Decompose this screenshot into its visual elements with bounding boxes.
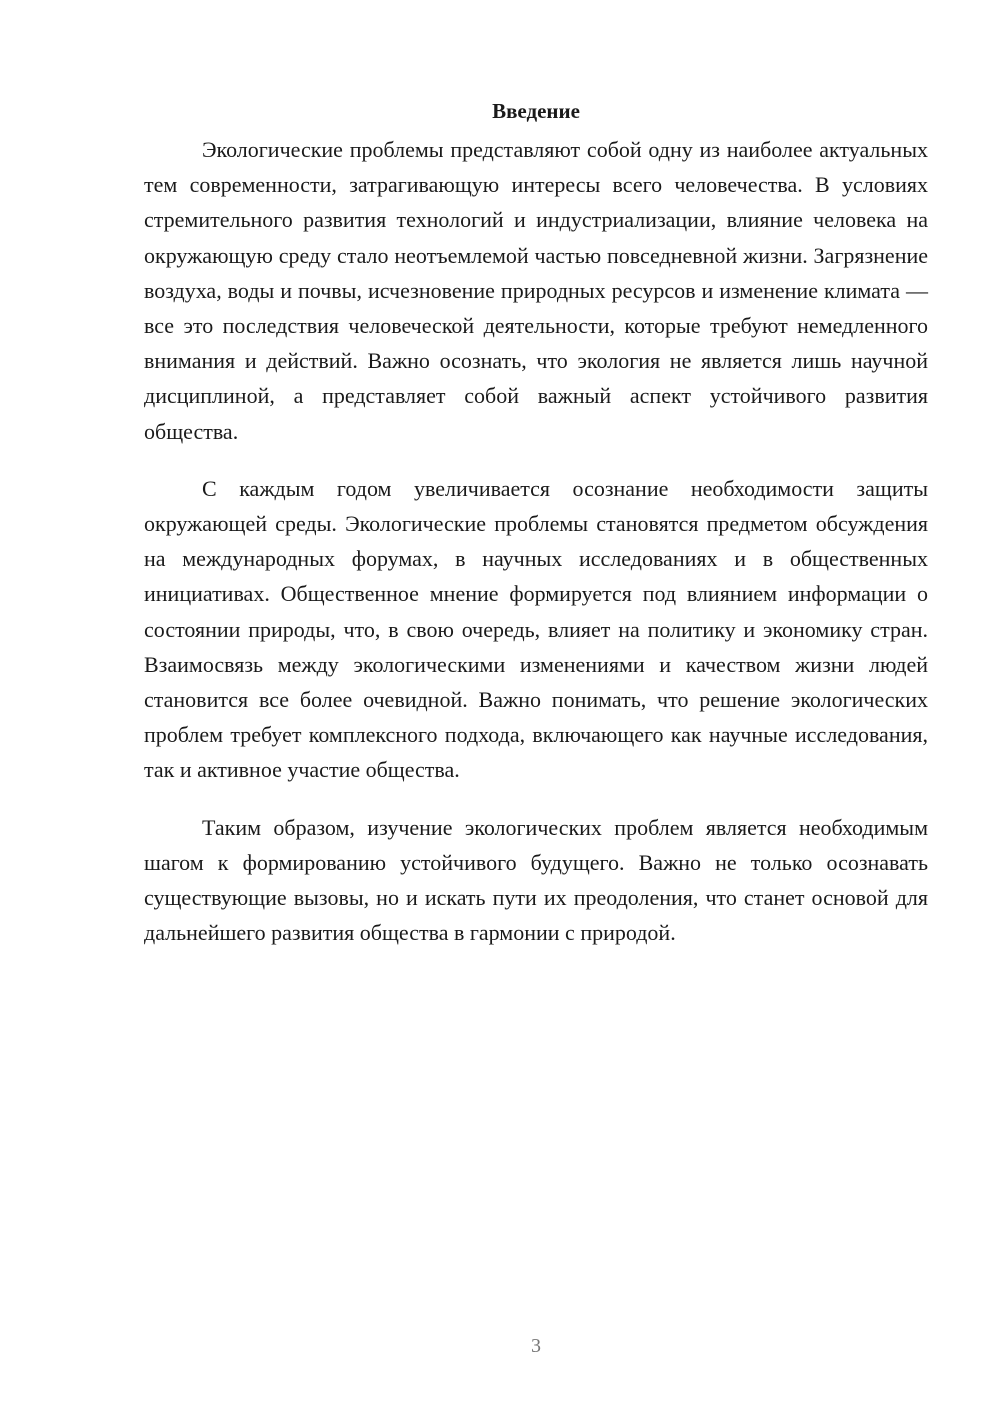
section-heading: Введение <box>492 99 580 123</box>
paragraph-3: Таким образом, изучение экологических проблем является необходимым шагом к формированию устойчивого будущего. Важно не только осознавать существующие вызовы, но и искать пути их преодоления, что станет основой для дальнейшего развития общества в гармонии с природой. <box>144 814 928 946</box>
paragraph-1: Экологические проблемы представляют собой одну из наиболее актуальных тем современности, затрагивающую интересы всего человечества. В условиях стремительного развития технологий и индустриализации, влияние человека на окружающую среду стало неотъемлемой частью повседневной жизни. Загрязнение воздуха, воды и почвы, исчезновение природных ресурсов и изменение климата — все это последствия человеческой деятельности, которые требуют немедленного внимания и действий. Важно осознать, что экология не является лишь научной дисциплиной, а представляет собой важный аспект устойчивого развития общества. <box>144 137 928 444</box>
page-number: 3 <box>531 1335 541 1357</box>
paragraph-2: С каждым годом увеличивается осознание необходимости защиты окружающей среды. Экологические проблемы становятся предметом обсуждения на международных форумах, в научных исследованиях и в общественных инициативах. Общественное мнение формируется под влиянием информации о состоянии природы, что, в свою очередь, влияет на политику и экономику стран. Взаимосвязь между экологическими изменениями и качеством жизни людей становится все более очевидной. Важно понимать, что решение экологических проблем требует комплексного подхода, включающего как научные исследования, так и активное участие общества. <box>144 475 928 783</box>
page-content <box>144 94 928 972</box>
